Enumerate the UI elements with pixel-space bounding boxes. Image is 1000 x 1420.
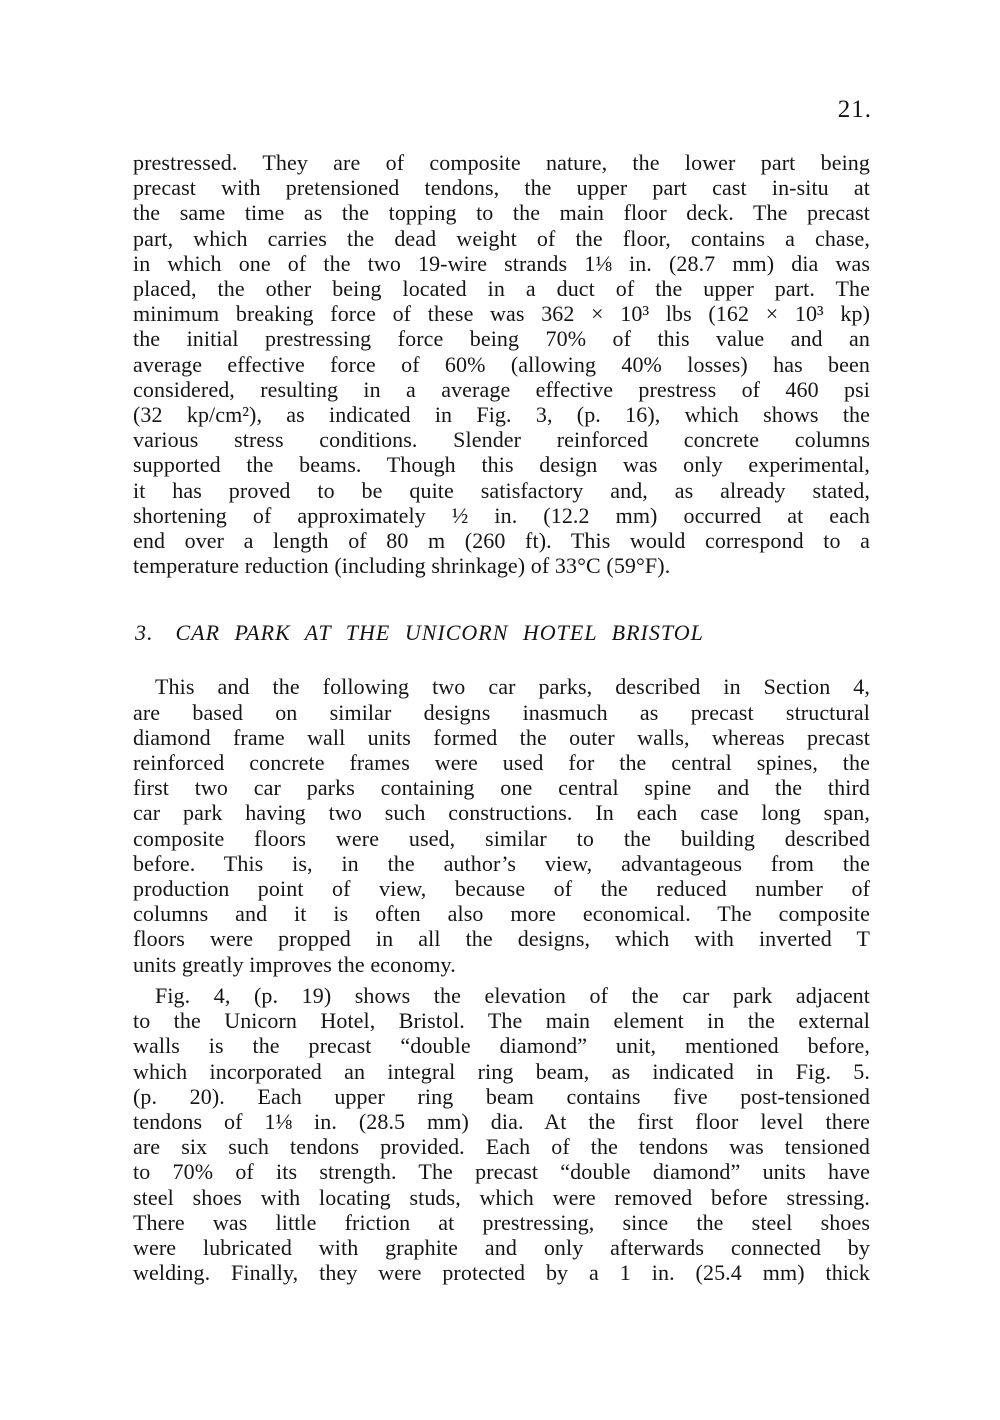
section-heading bbox=[135, 620, 870, 646]
paragraph-car-parks-intro bbox=[133, 674, 870, 976]
page-number: 21. bbox=[837, 96, 872, 123]
section-number: 3. bbox=[135, 620, 154, 646]
text-line: to the Unicorn Hotel, Bristol. The main element in the external bbox=[133, 1008, 870, 1034]
text-line: tendons of 1⅛ in. (28.5 mm) dia. At the first floor level there bbox=[133, 1108, 870, 1134]
text-line: supported the beams. Though this design was only experimental, bbox=[133, 452, 870, 478]
paragraph-prestressed-beams bbox=[133, 150, 870, 578]
text-line: shortening of approximately ½ in. (12.2 mm) occurred at each bbox=[133, 502, 870, 528]
text-line: various stress conditions. Slender reinforced concrete columns bbox=[133, 427, 870, 453]
text-line: (p. 20). Each upper ring beam contains five post-tensioned bbox=[133, 1083, 870, 1109]
text-line: first two car parks containing one central spine and the third bbox=[133, 775, 870, 801]
text-line: precast with pretensioned tendons, the upper part cast in-situ at bbox=[133, 175, 870, 201]
text-line: considered, resulting in a average effective prestress of 460 psi bbox=[133, 376, 870, 402]
text-line: Fig. 4, (p. 19) shows the elevation of the car park adjacent bbox=[155, 982, 870, 1008]
text-line: This and the following two car parks, described in Section 4, bbox=[155, 674, 870, 700]
text-line: There was little friction at prestressing, since the steel shoes bbox=[133, 1209, 870, 1235]
text-line: in which one of the two 19-wire strands 1⅛ in. (28.7 mm) dia was bbox=[133, 250, 870, 276]
text-line: before. This is, in the author’s view, advantageous from the bbox=[133, 850, 870, 876]
text-line: it has proved to be quite satisfactory and, as already stated, bbox=[133, 477, 870, 503]
text-line: are six such tendons provided. Each of the tendons was tensioned bbox=[133, 1134, 870, 1160]
text-line: prestressed. They are of composite nature, the lower part being bbox=[133, 150, 870, 175]
section-title: CAR PARK AT THE UNICORN HOTEL BRISTOL bbox=[175, 620, 704, 646]
text-line: units greatly improves the economy. bbox=[133, 951, 456, 977]
text-line: welding. Finally, they were protected by a 1 in. (25.4 mm) thick bbox=[133, 1260, 870, 1286]
text-line: (32 kp/cm²), as indicated in Fig. 3, (p. 16), which shows the bbox=[133, 402, 870, 428]
text-line: production point of view, because of the reduced number of bbox=[133, 876, 870, 902]
text-line: minimum breaking force of these was 362 × 10³ lbs (162 × 10³ kp) bbox=[133, 301, 870, 327]
text-line: part, which carries the dead weight of the floor, contains a chase, bbox=[133, 225, 870, 251]
text-line: columns and it is often also more economical. The composite bbox=[133, 901, 870, 927]
text-line: walls is the precast “double diamond” unit, mentioned before, bbox=[133, 1033, 870, 1059]
text-line: the same time as the topping to the main floor deck. The precast bbox=[133, 200, 870, 226]
text-line: are based on similar designs inasmuch as precast structural bbox=[133, 699, 870, 725]
text-line: average effective force of 60% (allowing 40% losses) has been bbox=[133, 351, 870, 377]
text-line: placed, the other being located in a duct of the upper part. The bbox=[133, 276, 870, 302]
text-line: to 70% of its strength. The precast “double diamond” units have bbox=[133, 1159, 870, 1185]
text-line: floors were propped in all the designs, which with inverted T bbox=[133, 926, 870, 952]
text-line: composite floors were used, similar to the building described bbox=[133, 825, 870, 851]
text-line: diamond frame wall units formed the outer walls, whereas precast bbox=[133, 724, 870, 750]
text-line: end over a length of 80 m (260 ft). This would correspond to a bbox=[133, 528, 870, 554]
paragraph-unicorn-hotel-detail bbox=[133, 983, 870, 1285]
text-line: steel shoes with locating studs, which were removed before stressing. bbox=[133, 1184, 870, 1210]
text-line: were lubricated with graphite and only afterwards connected by bbox=[133, 1234, 870, 1260]
text-line: the initial prestressing force being 70% of this value and an bbox=[133, 326, 870, 352]
page-content bbox=[133, 150, 870, 1285]
text-line: temperature reduction (including shrinkage) of 33°C (59°F). bbox=[133, 553, 671, 579]
text-line: reinforced concrete frames were used for the central spines, the bbox=[133, 750, 870, 776]
text-line: which incorporated an integral ring beam, as indicated in Fig. 5. bbox=[133, 1058, 870, 1084]
text-line: car park having two such constructions. In each case long span, bbox=[133, 800, 870, 826]
